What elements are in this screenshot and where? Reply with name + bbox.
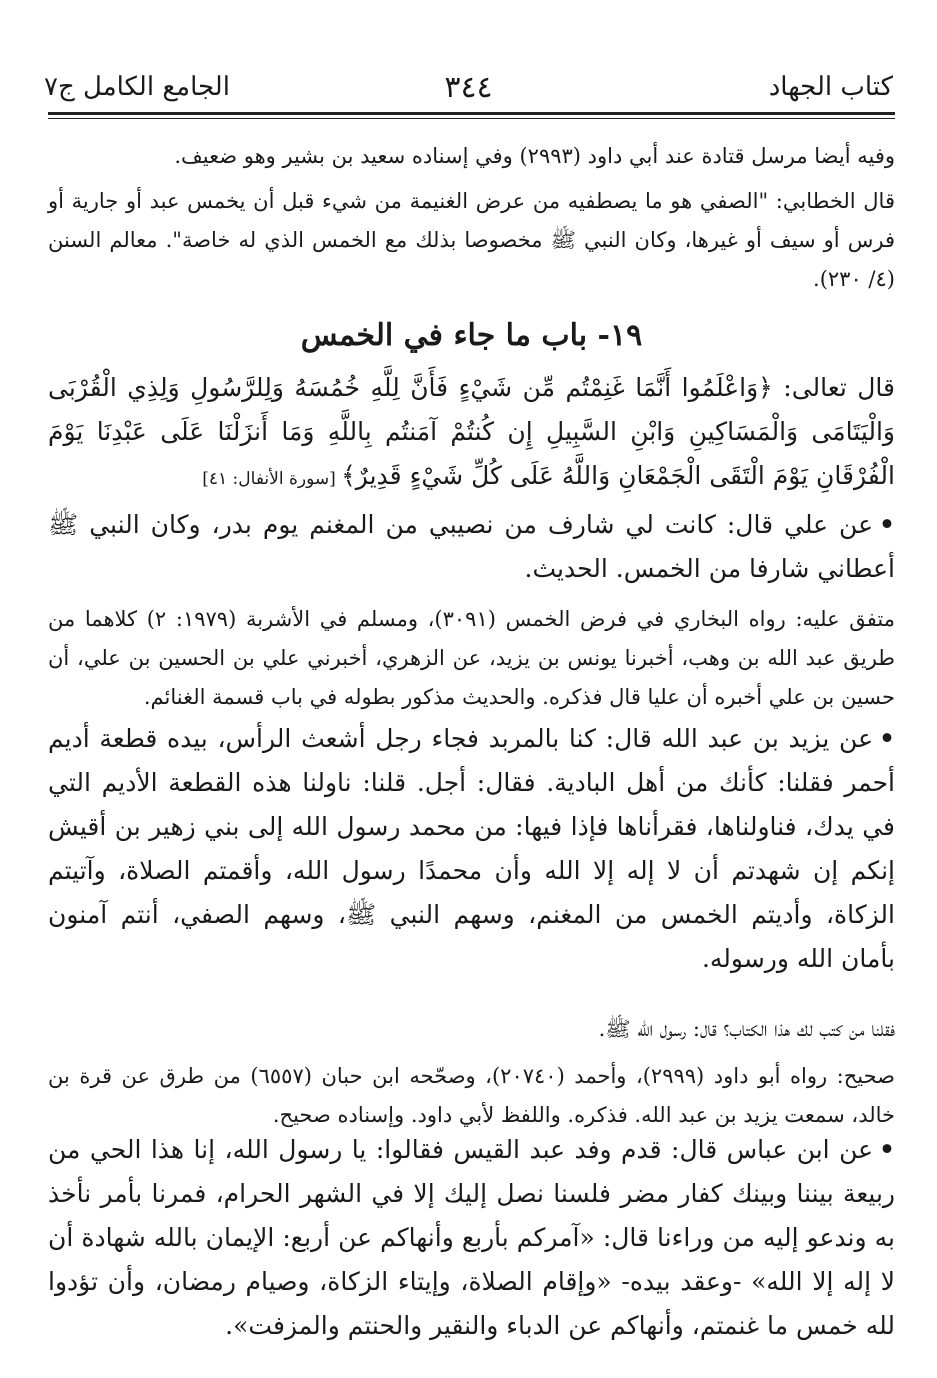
book-title: كتاب الجهاد — [768, 72, 893, 102]
takhrij-yazid: صحيح: رواه أبو داود (٢٩٩٩)، وأحمد (٢٠٧٤٠)، وصحّحه ابن حبان (٦٥٥٧) من طرق عن قرة بن خالد، سمعت يزيد بن عبد الله. فذكره. واللفظ لأبي داود. وإسناده صحيح. — [48, 1064, 896, 1127]
bullet-icon: • — [879, 1135, 895, 1164]
bullet-icon: • — [879, 724, 895, 753]
page-number: ٣٤٤ — [444, 70, 493, 105]
verse-reference: [سورة الأنفال: ٤١] — [202, 469, 342, 489]
hadith-ibn-abbas-text: عن ابن عباس قال: قدم وفد عبد القيس فقالوا: يا رسول الله، إنا هذا الحي من ربيعة بيننا وبينك كفار مضر فلسنا نصل إليك إلا في الشهر الحرام، فمرنا بأمر نأخذ به وندعو إليه من وراءنا قال: «آمركم بأربع وأنهاكم عن أربع: الإيمان بالله شهادة أن لا إله إلا الله» -وعقد بيده- «وإقام الصلاة، وإيتاء الزكاة، وصيام رمضان، وأن تؤدوا لله خمس ما غنمتم، وأنهاكم عن الدباء والنقير والحنتم والمزفت». — [48, 1135, 895, 1340]
hadith-ibn-abbas — [48, 1128, 895, 1348]
volume-title: الجامع الكامل ج٧ — [44, 72, 230, 102]
header-rule-thick — [48, 112, 895, 115]
khattabi-quote: قال الخطابي: "الصفي هو ما يصطفيه من عرض الغنيمة من شيء قبل أن يخمس عبد أو جارية أو فرس أو سيف أو غيرها، وكان النبي ﷺ مخصوصا بذلك مع الخمس الذي له خاصة". معالم السنن (٤/ ٢٣٠). — [48, 189, 895, 291]
verse-text: ﴿وَاعْلَمُوا أَنَّمَا غَنِمْتُم مِّن شَيْءٍ فَأَنَّ لِلَّهِ خُمُسَهُ وَلِلرَّسُولِ وَلِذِي الْقُرْبَى وَالْيَتَامَى وَالْمَسَاكِينِ وَابْنِ السَّبِيلِ إِن كُنتُمْ آمَنتُم بِاللَّهِ وَمَا أَنزَلْنَا عَلَى عَبْدِنَا يَوْمَ الْفُرْقَانِ يَوْمَ الْتَقَى الْجَمْعَانِ وَاللَّهُ عَلَى كُلِّ شَيْءٍ قَدِيرٌ﴾ — [48, 373, 895, 490]
hadith-yazid — [48, 717, 895, 981]
question-line: فقلنا من كتب لك هذا الكتاب؟ قال: رسول الله ﷺ. — [598, 1017, 895, 1041]
verse-intro: قال تعالى: — [772, 373, 896, 402]
page-header — [40, 68, 897, 108]
bullet-icon: • — [879, 510, 895, 539]
chapter-heading: ١٩- باب ما جاء في الخمس — [300, 318, 643, 353]
header-rule-thin — [48, 118, 895, 119]
hadith-ali — [48, 503, 895, 591]
hadith-ali-text: عن علي قال: كانت لي شارف من نصيبي من المغنم يوم بدر، وكان النبي ﷺ أعطاني شارفا من الخمس. الحديث. — [48, 510, 895, 583]
takhrij-ali: متفق عليه: رواه البخاري في فرض الخمس (٣٠٩١)، ومسلم في الأشربة (١٩٧٩: ٢) كلاهما من طريق عبد الله بن وهب، أخبرنا يونس بن يزيد، عن الزهري، أخبرني علي بن الحسين بن علي، أن حسين بن علي أخبره أن عليا قال فذكره. والحديث مذكور بطوله في باب قسمة الغنائم. — [48, 607, 895, 709]
hadith-yazid-text: عن يزيد بن عبد الله قال: كنا بالمربد فجاء رجل أشعث الرأس، بيده قطعة أديم أحمر فقلنا: كأنك من أهل البادية. فقال: أجل. قلنا: ناولنا هذه القطعة الأديم التي في يدك، فناولناها، فقرأناها فإذا فيها: من محمد رسول الله إلى بني زهير بن أقيش إنكم إن شهدتم أن لا إله إلا الله وأن محمدًا رسول الله، وأقمتم الصلاة، وآتيتم الزكاة، وأديتم الخمس من المغنم، وسهم النبي ﷺ، وسهم الصفي، أنتم آمنون بأمان الله ورسوله. — [48, 724, 895, 973]
note-mursal: وفيه أيضا مرسل قتادة عند أبي داود (٢٩٩٣) وفي إسناده سعيد بن بشير وهو ضعيف. — [174, 144, 895, 168]
quran-verse — [48, 366, 895, 501]
